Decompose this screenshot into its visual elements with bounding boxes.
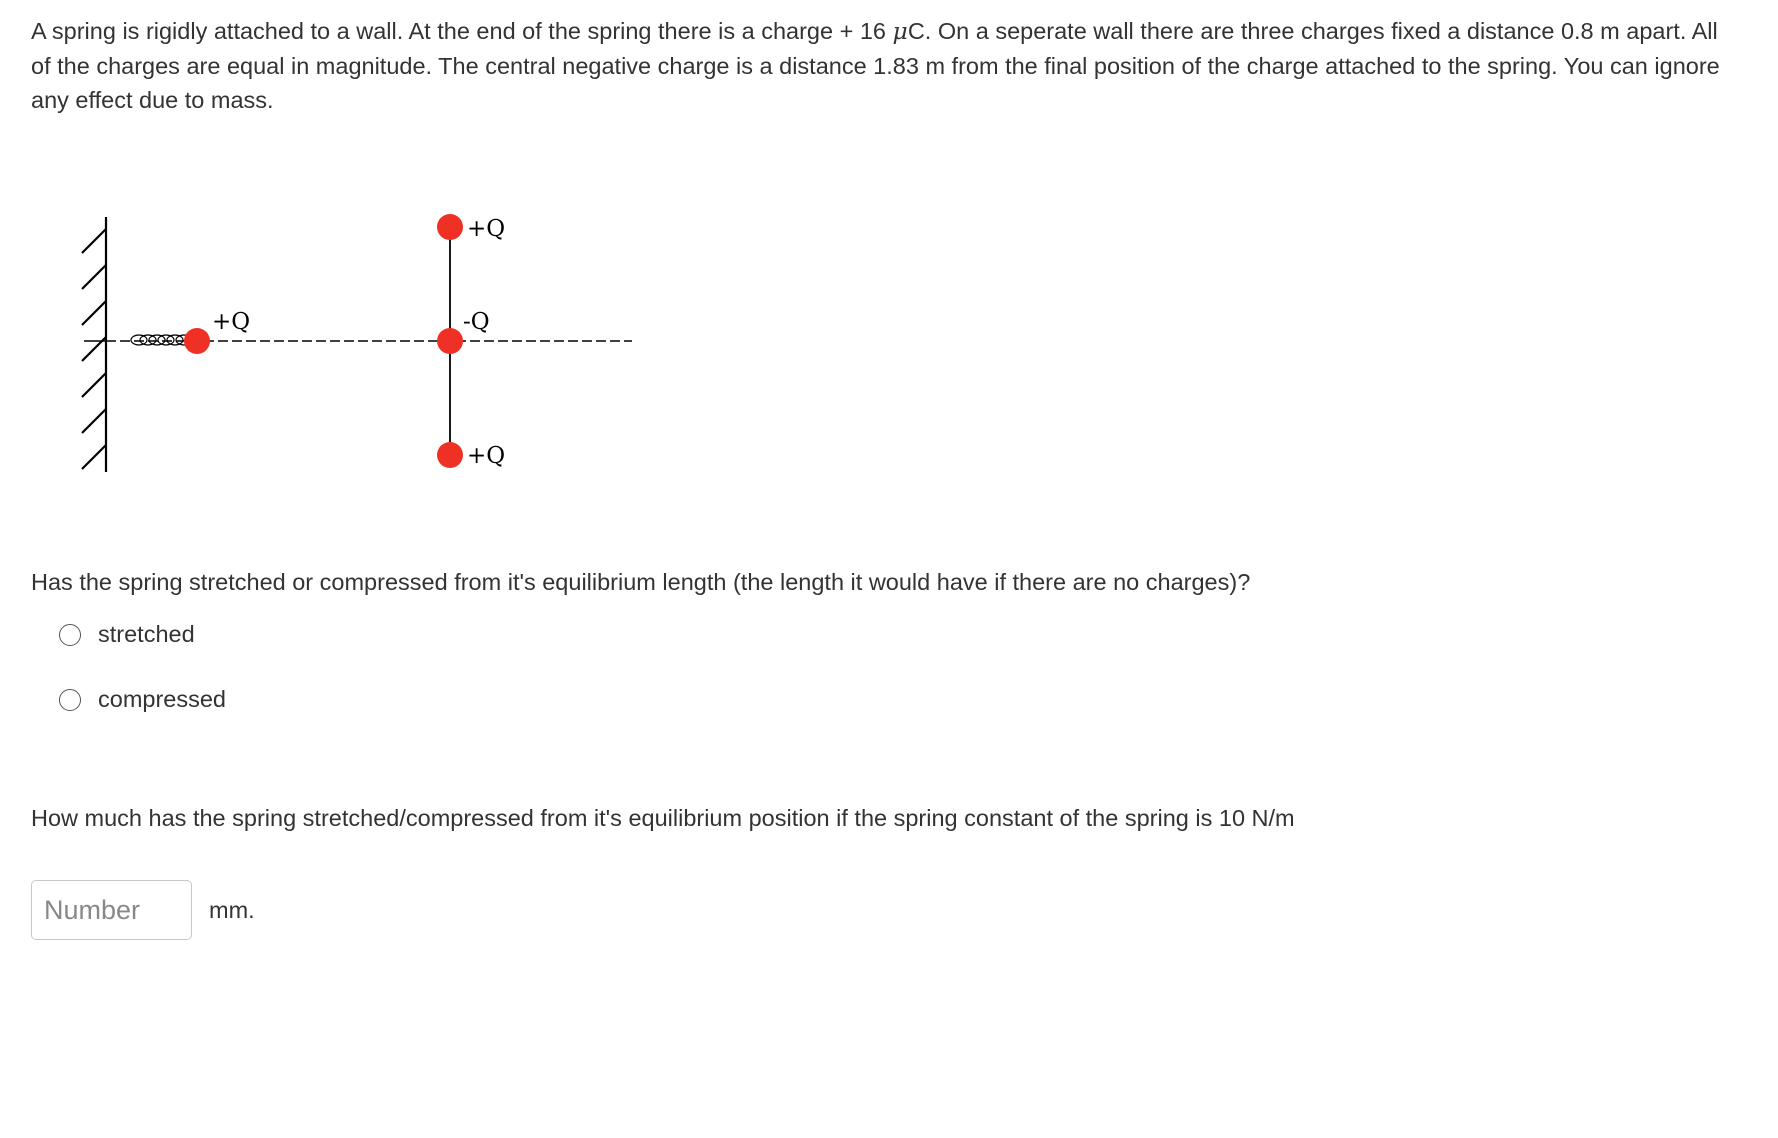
top-charge [437,214,463,240]
question1-text: Has the spring stretched or compressed from it's equilibrium length (the length it would have if there are no charges)? [31,569,1251,595]
question2-text: How much has the spring stretched/compressed from it's equilibrium position if the spring constant of the spring is 10 N/m [31,805,1295,831]
bottom-charge [437,442,463,468]
spring [131,335,192,345]
center-charge [437,328,463,354]
problem-statement [31,14,1731,118]
option-stretched-label: stretched [98,621,195,647]
bottom-charge-label: +Q [467,443,506,469]
charge-diagram [76,205,636,490]
spring-charge-label: +Q [212,309,251,335]
top-charge-label: +Q [467,216,506,242]
spring-charge [184,328,210,354]
micro-symbol: μ [892,17,908,45]
option-compressed-label: compressed [98,686,226,712]
problem-text-part2: C. On a seperate wall there are three charges fixed a distance 0.8 m apart. All of the charges are equal in magnitude. The central negative charge is a distance 1.83 m from the final position of the charge attached to the spring. You can ignore any effect due to mass. [31,18,1720,113]
wall [82,217,106,472]
number-input[interactable] [31,880,192,940]
center-charge-label: -Q [463,309,490,335]
unit-label: mm. [209,897,255,923]
option-compressed[interactable] [59,686,226,713]
radio-compressed[interactable] [59,689,81,711]
radio-stretched[interactable] [59,624,81,646]
option-stretched[interactable] [59,621,195,648]
problem-text-part1: A spring is rigidly attached to a wall. At the end of the spring there is a charge + 16 [31,18,893,44]
